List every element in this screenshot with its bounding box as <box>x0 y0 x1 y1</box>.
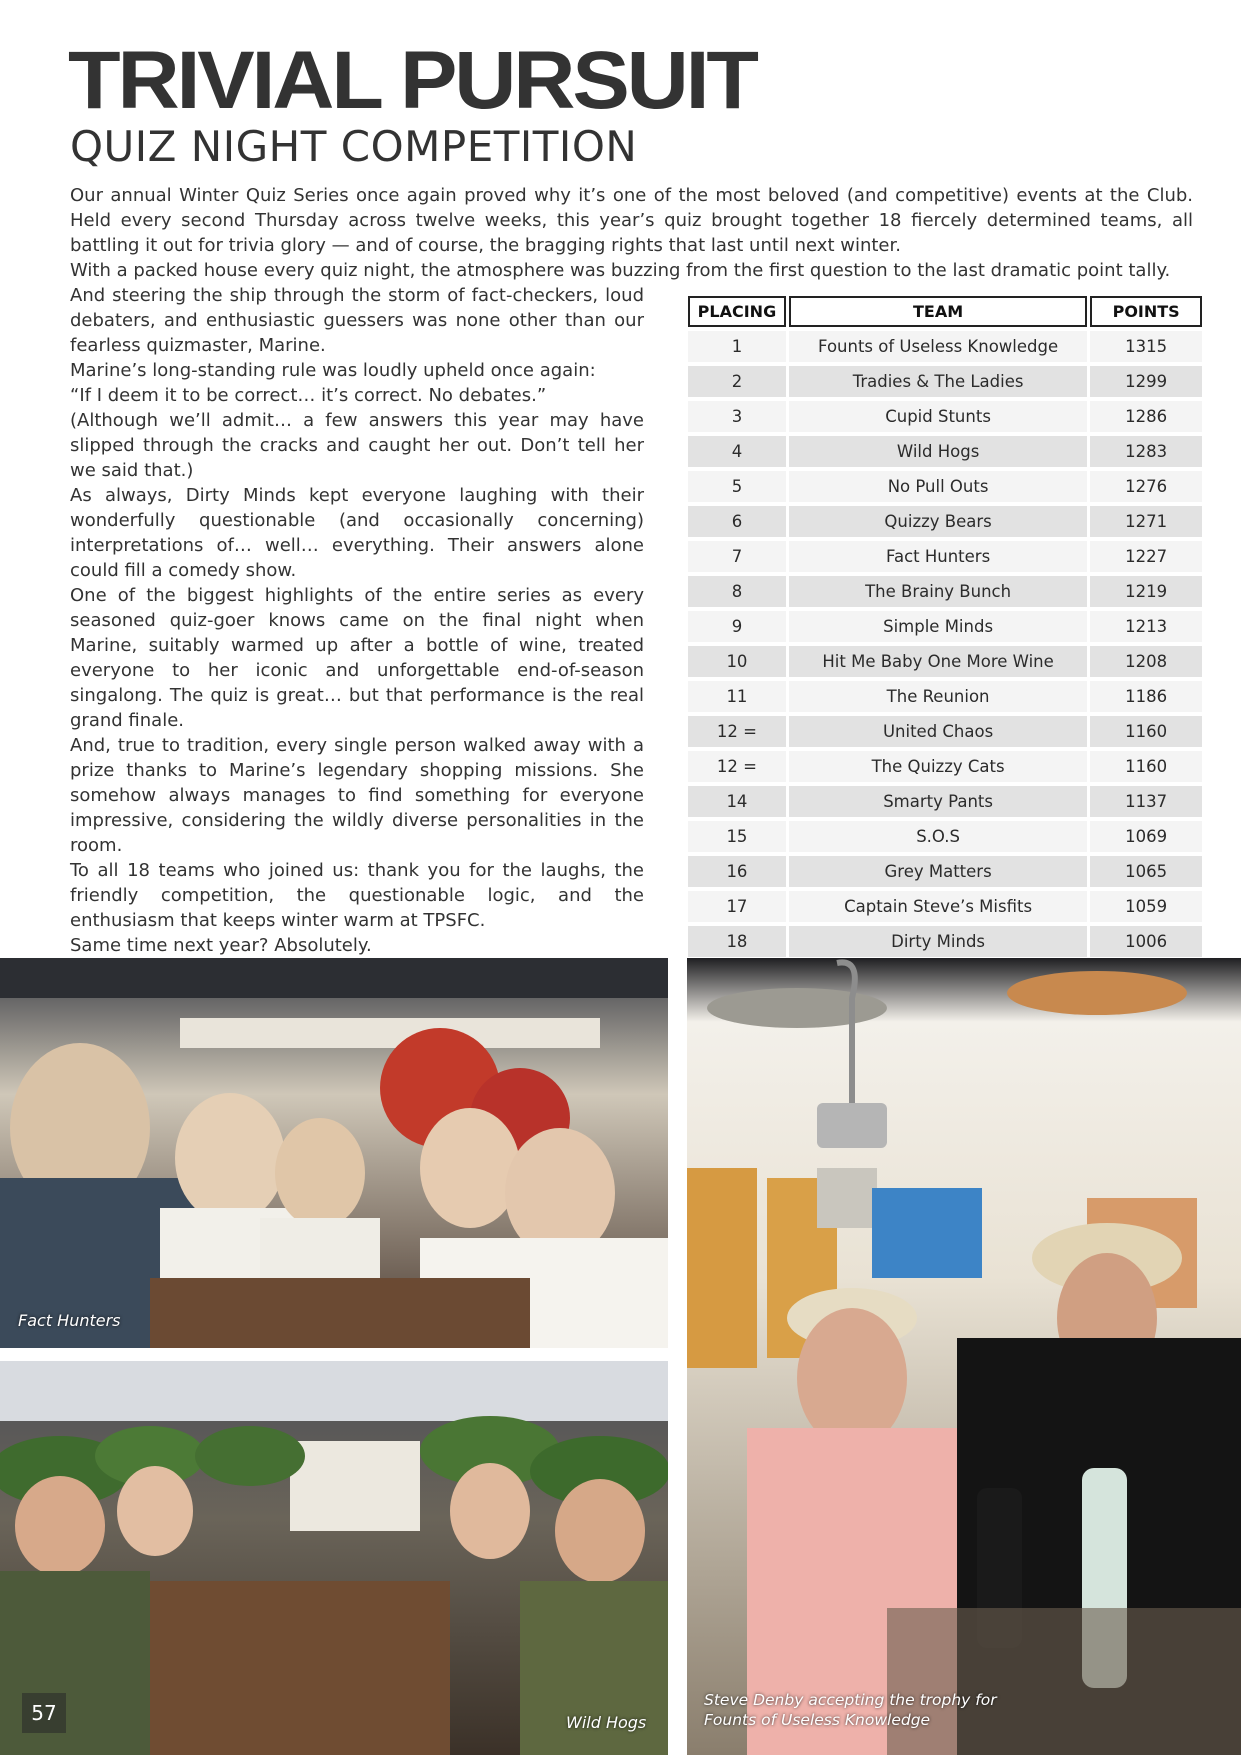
table-row <box>688 611 1202 642</box>
placing-cell: 16 <box>688 856 786 887</box>
table-row <box>688 891 1202 922</box>
points-cell: 1160 <box>1090 751 1202 782</box>
placing-cell: 12 = <box>688 751 786 782</box>
wild-hogs-caption: Wild Hogs <box>566 1713 647 1732</box>
table-row <box>688 681 1202 712</box>
page-number: 57 <box>22 1693 66 1733</box>
table-row <box>688 821 1202 852</box>
body-paragraph: “If I deem it to be correct… it’s correct. No debates.” <box>70 385 547 406</box>
placing-cell: 9 <box>688 611 786 642</box>
intro-text <box>70 183 1193 283</box>
points-cell: 1137 <box>1090 786 1202 817</box>
body-paragraph: As always, Dirty Minds kept everyone laughing with their wonderfully questionable (and occasionally concerning) interpretations of… well… everything. Their answers alone could fill a comedy show. <box>70 485 644 581</box>
team-cell: The Quizzy Cats <box>789 751 1087 782</box>
team-cell: Grey Matters <box>789 856 1087 887</box>
table-row <box>688 576 1202 607</box>
trophy-image <box>687 958 1241 1755</box>
points-cell: 1069 <box>1090 821 1202 852</box>
placing-cell: 4 <box>688 436 786 467</box>
placing-cell: 10 <box>688 646 786 677</box>
table-row <box>688 331 1202 362</box>
placing-cell: 8 <box>688 576 786 607</box>
table-row <box>688 471 1202 502</box>
team-cell: Tradies & The Ladies <box>789 366 1087 397</box>
points-cell: 1315 <box>1090 331 1202 362</box>
placing-cell: 17 <box>688 891 786 922</box>
team-cell: Hit Me Baby One More Wine <box>789 646 1087 677</box>
team-cell: Fact Hunters <box>789 541 1087 572</box>
team-cell: The Reunion <box>789 681 1087 712</box>
header-placing: PLACING <box>688 296 786 327</box>
table-row <box>688 366 1202 397</box>
team-cell: Smarty Pants <box>789 786 1087 817</box>
points-cell: 1299 <box>1090 366 1202 397</box>
table-row <box>688 926 1202 957</box>
photo-wild-hogs <box>0 1361 668 1755</box>
team-cell: Quizzy Bears <box>789 506 1087 537</box>
table-row <box>688 436 1202 467</box>
results-body <box>688 331 1202 957</box>
team-cell: Dirty Minds <box>789 926 1087 957</box>
trophy-caption-line: Founts of Useless Knowledge <box>704 1711 931 1729</box>
team-cell: No Pull Outs <box>789 471 1087 502</box>
points-cell: 1276 <box>1090 471 1202 502</box>
points-cell: 1065 <box>1090 856 1202 887</box>
fact-hunters-caption: Fact Hunters <box>18 1311 121 1330</box>
trophy-caption-line: Steve Denby accepting the trophy for <box>704 1691 997 1709</box>
intro-paragraph: Our annual Winter Quiz Series once again proved why it’s one of the most beloved (and competitive) events at the Club. Held every second Thursday across twelve weeks, this year’s quiz brought together 18 fiercely determined teams, all battling it out for trivia glory — and of course, the bragging rights that last until next winter. <box>70 185 1193 256</box>
table-row <box>688 716 1202 747</box>
table-row <box>688 541 1202 572</box>
wild-hogs-image <box>0 1361 668 1755</box>
points-cell: 1283 <box>1090 436 1202 467</box>
table-row <box>688 646 1202 677</box>
table-row <box>688 786 1202 817</box>
team-cell: Simple Minds <box>789 611 1087 642</box>
points-cell: 1286 <box>1090 401 1202 432</box>
points-cell: 1271 <box>1090 506 1202 537</box>
photo-trophy <box>687 958 1241 1755</box>
points-cell: 1059 <box>1090 891 1202 922</box>
team-cell: Cupid Stunts <box>789 401 1087 432</box>
body-paragraph: Same time next year? Absolutely. <box>70 935 372 956</box>
table-header-row <box>688 296 1202 327</box>
header-team: TEAM <box>789 296 1087 327</box>
table-row <box>688 401 1202 432</box>
team-cell: The Brainy Bunch <box>789 576 1087 607</box>
placing-cell: 11 <box>688 681 786 712</box>
fact-hunters-image <box>0 958 668 1348</box>
placing-cell: 12 = <box>688 716 786 747</box>
team-cell: S.O.S <box>789 821 1087 852</box>
results-table <box>685 292 1205 961</box>
placing-cell: 3 <box>688 401 786 432</box>
body-text <box>70 283 644 958</box>
header-points: POINTS <box>1090 296 1202 327</box>
placing-cell: 18 <box>688 926 786 957</box>
photo-fact-hunters <box>0 958 668 1348</box>
placing-cell: 7 <box>688 541 786 572</box>
points-cell: 1227 <box>1090 541 1202 572</box>
intro-paragraph: With a packed house every quiz night, the atmosphere was buzzing from the first question to the last dramatic point tally. <box>70 260 1171 281</box>
team-cell: Wild Hogs <box>789 436 1087 467</box>
article-title: TRIVIAL PURSUIT <box>68 35 756 126</box>
body-paragraph: And, true to tradition, every single person walked away with a prize thanks to Marine’s legendary shopping missions. She somehow always manages to find something for everyone impressive, considering the wildly diverse personalities in the room. <box>70 735 644 856</box>
points-cell: 1208 <box>1090 646 1202 677</box>
table-row <box>688 751 1202 782</box>
team-cell: Founts of Useless Knowledge <box>789 331 1087 362</box>
points-cell: 1186 <box>1090 681 1202 712</box>
points-cell: 1006 <box>1090 926 1202 957</box>
points-cell: 1219 <box>1090 576 1202 607</box>
placing-cell: 6 <box>688 506 786 537</box>
placing-cell: 2 <box>688 366 786 397</box>
placing-cell: 14 <box>688 786 786 817</box>
team-cell: Captain Steve’s Misfits <box>789 891 1087 922</box>
placing-cell: 5 <box>688 471 786 502</box>
body-paragraph: And steering the ship through the storm of fact-checkers, loud debaters, and enthusiastic guessers was none other than our fearless quizmaster, Marine. <box>70 285 644 356</box>
body-paragraph: (Although we’ll admit… a few answers this year may have slipped through the cracks and caught her out. Don’t tell her we said that.) <box>70 410 644 481</box>
points-cell: 1213 <box>1090 611 1202 642</box>
article-subtitle: QUIZ NIGHT COMPETITION <box>70 122 638 171</box>
trophy-caption <box>704 1690 997 1730</box>
body-paragraph: One of the biggest highlights of the entire series as every seasoned quiz-goer knows came on the final night when Marine, suitably warmed up after a bottle of wine, treated everyone to her iconic and unforgettable end-of-season singalong. The quiz is great… but that performance is the real grand finale. <box>70 585 644 731</box>
placing-cell: 15 <box>688 821 786 852</box>
placing-cell: 1 <box>688 331 786 362</box>
body-paragraph: Marine’s long-standing rule was loudly upheld once again: <box>70 360 596 381</box>
team-cell: United Chaos <box>789 716 1087 747</box>
points-cell: 1160 <box>1090 716 1202 747</box>
table-row <box>688 506 1202 537</box>
table-row <box>688 856 1202 887</box>
body-paragraph: To all 18 teams who joined us: thank you for the laughs, the friendly competition, the questionable logic, and the enthusiasm that keeps winter warm at TPSFC. <box>70 860 644 931</box>
